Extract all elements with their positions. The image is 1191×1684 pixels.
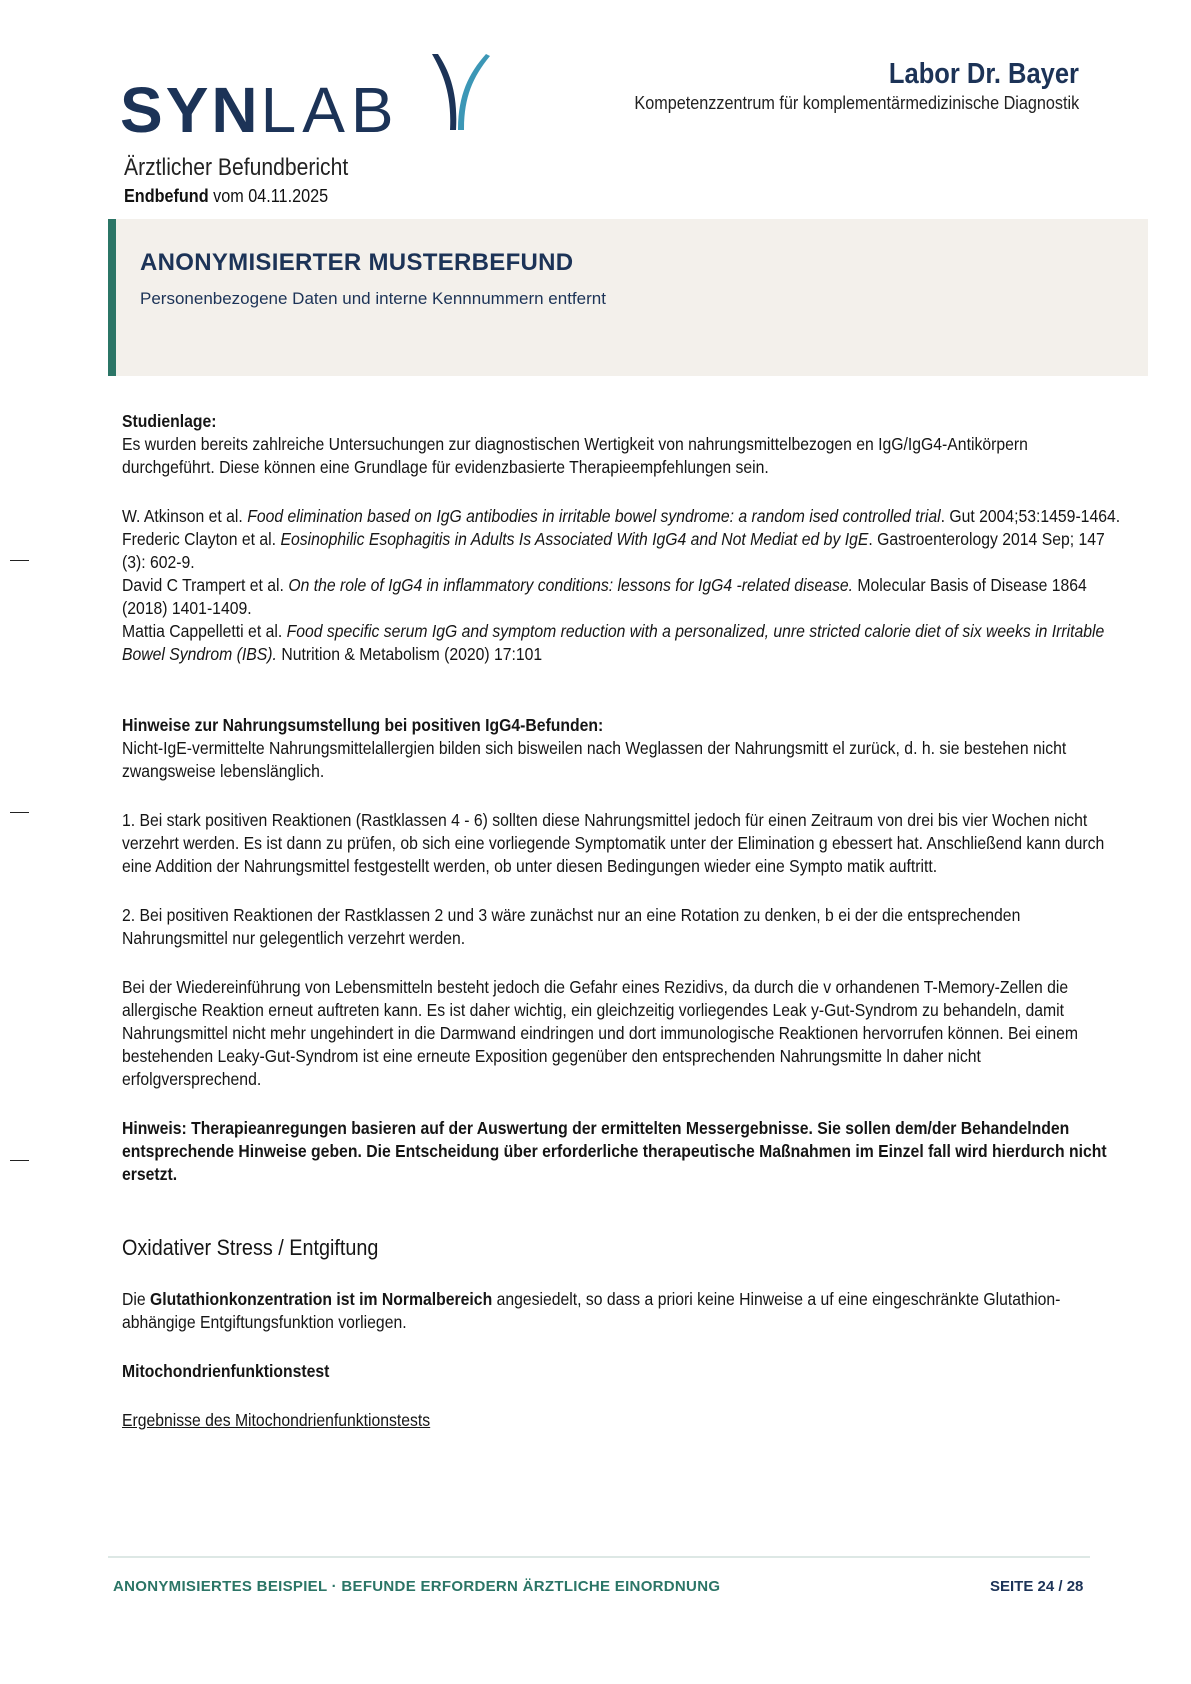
- studienlage-intro: Es wurden bereits zahlreiche Untersuchungen zur diagnostischen Wertigkeit von nahrungsmittelbezogen en IgG/IgG4-Antikörpern durchgeführt. Diese können eine Grundlage für evidenzbasierte Therapieempfehlungen sein.: [122, 434, 1028, 477]
- glutathione-text: Die Glutathionkonzentration ist im Normalbereich angesiedelt, so dass a priori keine Hinweise a uf eine eingeschränkte Glutathion-abhängige Entgiftungsfunktion vorliegen.: [122, 1289, 1061, 1332]
- mito-results-link[interactable]: Ergebnisse des Mitochondrienfunktionstests: [122, 1410, 431, 1430]
- margin-mark: [10, 560, 29, 561]
- oxidative-stress-heading: Oxidativer Stress / Entgiftung: [122, 1235, 379, 1260]
- reference-item: David C Trampert et al. On the role of IgG4 in inflammatory conditions: lessons for IgG4 -related disease. Molecular Basis of Disease 1864 (2018) 1401-1409.: [122, 575, 1087, 618]
- logo-wave-mark-icon: [428, 50, 498, 134]
- report-status-line: Endbefund vom 04.11.2025: [124, 186, 329, 206]
- synlab-logo: [120, 50, 500, 150]
- reference-item: Frederic Clayton et al. Eosinophilic Esophagitis in Adults Is Associated With IgG4 and Not Mediat ed by IgE. Gastroenterology 2014 Sep; 147 (3): 602-9.: [122, 529, 1105, 572]
- hinweise-point-1: 1. Bei stark positiven Reaktionen (Rastklassen 4 - 6) sollten diese Nahrungsmittel jedoch für einen Zeitraum von drei bis vier Wochen nicht verzehrt werden. Es ist dann zu prüfen, ob sich eine vorliegende Symptomatik unter der Elimination g ebessert hat. Anschließend kann durch eine Addition der Nahrungsmittel festgestellt werden, ob unter diesen Bedingungen wieder eine Sympto matik auftritt.: [122, 810, 1105, 876]
- hinweise-intro: Nicht-IgE-vermittelte Nahrungsmittelallergien bilden sich bisweilen nach Weglassen der Nahrungsmitt el zurück, d. h. sie bestehen nicht zwangsweise lebenslänglich.: [122, 738, 1067, 781]
- lab-subtitle: Kompetenzzentrum für komplementärmedizinische Diagnostik: [634, 93, 1079, 113]
- anonymized-banner: [108, 219, 1148, 376]
- reference-item: W. Atkinson et al. Food elimination based on IgG antibodies in irritable bowel syndrome: a random ised controlled trial. Gut 2004;53:1459-1464.: [122, 506, 1121, 526]
- mito-heading: Mitochondrienfunktionstest: [122, 1361, 330, 1381]
- report-title: Ärztlicher Befundbericht: [124, 154, 349, 181]
- banner-subtitle: Personenbezogene Daten und interne Kennnummern entfernt: [140, 289, 606, 308]
- margin-mark: [10, 1160, 29, 1161]
- hinweise-heading: Hinweise zur Nahrungsumstellung bei positiven IgG4-Befunden:: [122, 715, 604, 735]
- report-date: 04.11.2025: [248, 186, 329, 206]
- therapy-notice: Hinweis: Therapieanregungen basieren auf der Auswertung der ermittelten Messergebnisse. Sie sollen dem/der Behandelnden entsprechende Hinweise geben. Die Entscheidung über erforderliche therapeutische Maßnahmen im Einzel fall wird hierdurch nicht ersetzt.: [122, 1118, 1107, 1184]
- lab-name: Labor Dr. Bayer: [888, 58, 1079, 90]
- studienlage-heading: Studienlage:: [122, 411, 217, 431]
- logo-wordmark: SYNLAB: [120, 74, 400, 146]
- margin-mark: [10, 812, 29, 813]
- footer-divider: [108, 1556, 1090, 1558]
- report-body: [122, 410, 1152, 1432]
- reference-item: Mattia Cappelletti et al. Food specific serum IgG and symptom reduction with a personalized, unre stricted calorie diet of six weeks in Irritable Bowel Syndrom (IBS). Nutrition & Metabolism (2020) 17:101: [122, 621, 1105, 664]
- page-number: SEITE 24 / 28: [990, 1578, 1084, 1595]
- banner-title: ANONYMISIERTER MUSTERBEFUND: [140, 249, 574, 276]
- hinweise-reintroduction: Bei der Wiedereinführung von Lebensmitteln besteht jedoch die Gefahr eines Rezidivs, da durch die v orhandenen T-Memory-Zellen die allergische Reaktion erneut auftreten kann. Es ist daher wichtig, ein gleichzeitig vorliegendes Leak y-Gut-Syndrom zu behandeln, damit Nahrungsmittel nicht mehr ungehindert in die Darmwand eindringen und dort immunologische Reaktionen hervorrufen können. Bei einem bestehenden Leaky-Gut-Syndrom ist eine erneute Exposition gegenüber den entsprechenden Nahrungsmitte ln daher nicht erfolgversprechend.: [122, 977, 1079, 1089]
- footer-disclaimer: ANONYMISIERTES BEISPIEL · BEFUNDE ERFORDERN ÄRZTLICHE EINORDNUNG: [113, 1578, 721, 1595]
- hinweise-point-2: 2. Bei positiven Reaktionen der Rastklassen 2 und 3 wäre zunächst nur an eine Rotation zu denken, b ei der die entsprechenden Nahrungsmittel nur gelegentlich verzehrt werden.: [122, 905, 1021, 948]
